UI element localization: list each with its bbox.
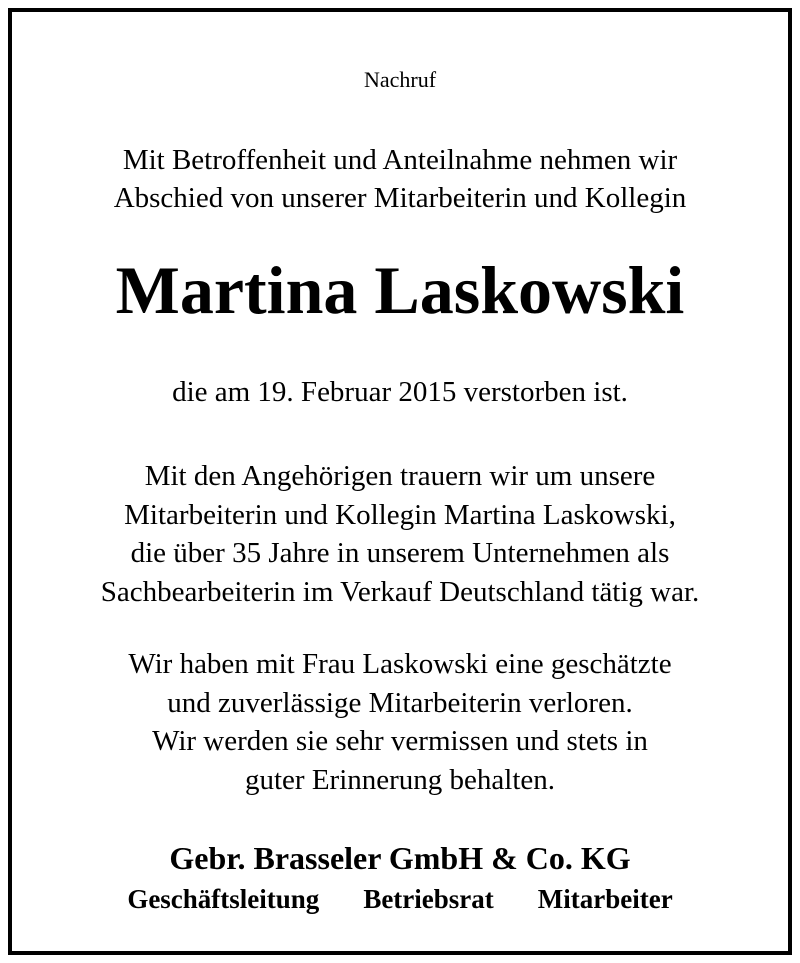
intro-text [12, 141, 788, 217]
signers-row [12, 881, 788, 917]
signer-employees: Mitarbeiter [537, 884, 673, 914]
tribute-paragraph [12, 645, 788, 799]
intro-line: Mit Betroffenheit und Anteilnahme nehmen wir [122, 144, 678, 176]
paragraph-line: Wir werden sie sehr vermissen und stets in [152, 725, 648, 757]
paragraph-line: Mitarbeiterin und Kollegin Martina Laskowski, [124, 498, 676, 531]
paragraph-line: Wir haben mit Frau Laskowski eine geschätzte [128, 648, 672, 680]
deceased-name: Martina Laskowski [115, 252, 685, 328]
intro-line: Abschied von unserer Mitarbeiterin und Kollegin [113, 182, 687, 214]
paragraph-line: guter Erinnerung behalten. [244, 763, 556, 796]
paragraph-line: Mit den Angehörigen trauern wir um unsere [144, 460, 656, 492]
paragraph-line: und zuverlässige Mitarbeiterin verloren. [167, 686, 633, 719]
signer-management: Geschäftsleitung [127, 884, 320, 914]
death-statement: die am 19. Februar 2015 verstorben ist. [172, 376, 628, 408]
notice-heading: Nachruf [363, 67, 437, 92]
company-name: Gebr. Brasseler GmbH & Co. KG [169, 840, 631, 876]
paragraph-line: Sachbearbeiterin im Verkauf Deutschland tätig war. [100, 575, 700, 608]
paragraph-line: die über 35 Jahre in unserem Unternehmen als [130, 537, 670, 569]
signer-works-council: Betriebsrat [363, 884, 494, 914]
obituary-frame [8, 8, 792, 955]
condolence-paragraph [12, 457, 788, 611]
